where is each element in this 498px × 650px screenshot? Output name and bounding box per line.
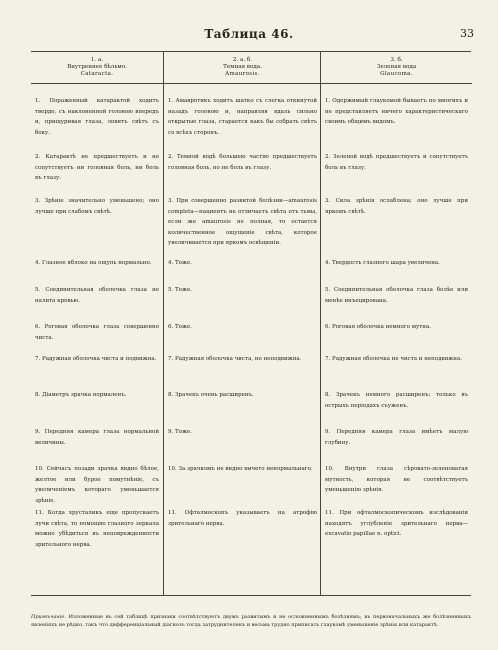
table-cell: 11. Когда хрусталикъ еще пропускаетъ лучи свѣта, то помощію глазного зеркала можно убѣдиться въ неповрежденности зрительного нерва. — [35, 510, 159, 548]
table-cell: 10. Внутри глаза сѣровато-зеленоватая мутность, которая не соотвѣтствуетъ уменьшенію зрѣнія. — [325, 466, 468, 493]
column-letter: 3. б. — [390, 57, 403, 63]
column-header — [31, 52, 163, 84]
table-cell: 9. Передняя камера глаза нормальной величины. — [35, 429, 159, 446]
column-letter: 2. а. б. — [232, 57, 253, 63]
footnote-text: Изложенные въ сей таблицѣ признаки соотвѣтствуютъ двумъ развитымъ и не осложненнымъ болѣзнямъ; въ первоначальныхъ же болѣзненныхъ явленіяхъ не рѣдко, такъ что дифференціальный діагнозъ тогда затруднителенъ и весьма трудно приписать глаукомѣ уменьшеніе зрѣнія или катарактѣ. — [31, 614, 471, 628]
table-cell: 9. Передняя камера глаза имѣетъ малую глубину. — [325, 429, 468, 446]
table-cell: 7. Радужная оболочка чиста и подвижна. — [35, 356, 157, 362]
column-cataracta — [31, 52, 163, 595]
table-cell: 11. При офталмоскопическомъ изслѣдованіи находятъ углубленіе зрительнаго нерва—excavatio papillae n. optici. — [325, 510, 468, 537]
table-cell: 3. Зрѣніе значительно уменьшено; оно лучше при слабомъ свѣтѣ. — [35, 198, 159, 215]
table-cell: 6. Роговая оболочка немного мутна. — [325, 324, 432, 330]
column-header — [321, 52, 472, 84]
table-cell: 1. Одержимый глаукомой бываетъ по многихъ и не представляетъ ничего характеристическаго своимъ общимъ видомъ. — [325, 98, 468, 125]
table-cell: 8. Зрачекъ немного расширенъ; только въ острыхъ періодахъ съуженъ. — [325, 392, 468, 409]
table-cell: 10. За зрачкомъ не видно ничего ненормальнаго. — [168, 466, 313, 472]
column-glaucoma — [320, 52, 472, 595]
table-cell: 2. Катарактѣ не предшествуетъ и не сопутствуетъ ни головная боль, ни боль въ глазу. — [35, 154, 159, 181]
comparison-table — [31, 51, 471, 596]
column-latin: Glaucoma. — [380, 71, 413, 77]
table-cell: 2. Зеленой водѣ предшествуетъ и сопутствуетъ боль въ глазу. — [325, 154, 468, 171]
table-cell: 3. При совершенно развитой болѣзни—amaurosis completa—пациентъ не отличаетъ свѣта отъ тьмы, если же amaurosis не полная, то остается количественное ощущеніе свѣта, которое увеличивается при яркомъ освѣщеніи. — [168, 198, 317, 246]
table-cell: 4. Тоже. — [168, 260, 193, 266]
table-cell: 5. Тоже. — [168, 287, 193, 293]
table-cell: 6. Тоже. — [168, 324, 193, 330]
column-amaurosis — [163, 52, 321, 595]
table-cell: 5. Соединительная оболочка глаза не налита кровью. — [35, 287, 159, 304]
column-letter: 1. а. — [90, 57, 104, 63]
table-cell: 7. Радужная оболочка чиста, но неподвижна. — [168, 356, 302, 362]
column-header — [164, 52, 321, 84]
table-cell: 7. Радужная оболочка не чиста и неподвижна. — [325, 356, 462, 362]
table-cell: 2. Темной водѣ большею частію предшествуетъ головная боль, но не боль въ глазу. — [168, 154, 317, 171]
page-number: 33 — [460, 27, 474, 40]
table-cell: 11. Офталмоскопъ указываетъ на атрофію зрительнаго нерва. — [168, 510, 317, 527]
column-latin: Amaurosis. — [225, 71, 260, 77]
table-cell: 1. Пораженный катарактой ходитъ твердо, съ наклоненной головою впередъ и, прищуривая глаза, ловитъ свѣтъ съ боку. — [35, 98, 159, 136]
page-title: Таблица 46. — [204, 27, 294, 41]
table-cell: 1. Амавротикъ ходитъ шатко съ слегка откинутой назадъ головою и, направляя вдаль сильно открытые глаза, старается какъ бы собрать свѣтъ со всѣхъ сторонъ. — [168, 98, 317, 136]
column-heading: Темная вода. — [223, 64, 262, 70]
column-heading: Зеленая вода — [376, 64, 417, 70]
table-cell: 8. Діаметръ зрачка нормаленъ. — [35, 392, 127, 398]
table-cell: 9. Тоже. — [168, 429, 193, 435]
table-cell: 10. Сейчасъ позади зрачка видно бѣлое, желтое или бурое помутнѣніе, съ увеличеніемъ котораго уменьшается зрѣніе. — [35, 466, 159, 504]
table-cell: 6. Роговая оболочка глаза совершенно чиста. — [35, 324, 159, 341]
table-cell: 3. Сила зрѣнія ослаблена; оно лучше при яркомъ свѣтѣ. — [325, 198, 468, 215]
table-cell: 4. Глазное яблоко на ощупь нормально. — [35, 260, 152, 266]
column-heading: Внутреннее бѣльмо. — [67, 64, 127, 70]
footnote-label: Примѣчаніе. — [31, 614, 66, 620]
table-cell: 5. Соединительная оболочка глаза болѣе или менѣе инъецирована. — [325, 287, 468, 304]
table-cell: 4. Твердость глазного шара увеличена. — [325, 260, 440, 266]
table-cell: 8. Зрачекъ очень расширенъ. — [168, 392, 254, 398]
footnote — [31, 613, 471, 629]
column-latin: Cataracta. — [80, 71, 114, 77]
